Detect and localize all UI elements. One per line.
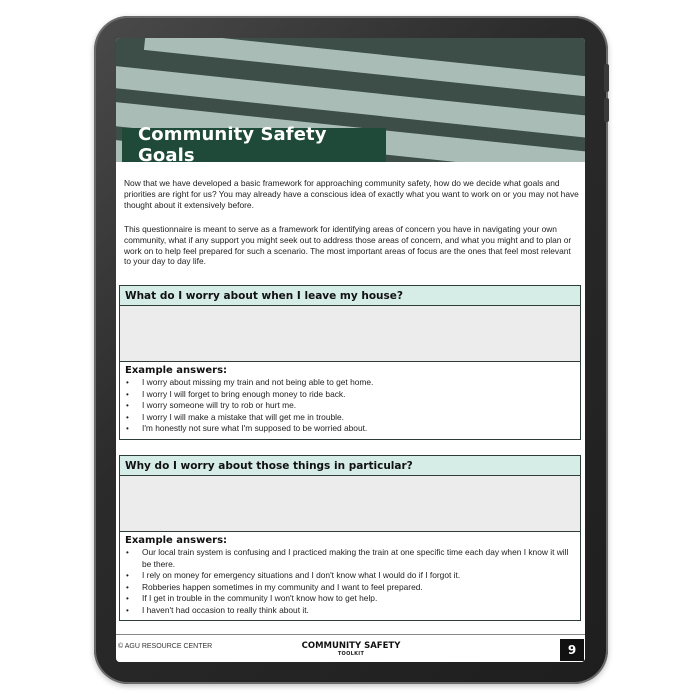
intro-paragraph: Now that we have developed a basic framework for approaching community safety, how do we decide what goals and priorities are right for us? You may already have a conscious idea of exactly what you want to work on or you may not have thought about it extensively before.: [124, 178, 579, 210]
answer-field[interactable]: [120, 476, 580, 532]
question-heading: What do I worry about when I leave my house?: [120, 286, 580, 306]
example-answers: [120, 532, 580, 620]
page-number: 9: [560, 639, 584, 661]
page-title-banner: [122, 124, 386, 166]
list-item: • If I get in trouble in the community I won't know how to get help.: [125, 593, 575, 605]
example-list: [125, 377, 575, 435]
question-box: [119, 455, 581, 621]
page-footer: [116, 634, 585, 662]
question-heading: Why do I worry about those things in particular?: [120, 456, 580, 476]
tablet-screen: [116, 38, 585, 662]
list-item: • I worry I will forget to bring enough money to ride back.: [125, 389, 575, 401]
list-item: • I haven't had occasion to really think about it.: [125, 605, 575, 617]
example-answers-title: Example answers:: [125, 535, 228, 546]
list-item: • I worry someone will try to rob or hurt me.: [125, 400, 575, 412]
list-item: • I rely on money for emergency situations and I don't know what I would do if I forgot it.: [125, 570, 575, 582]
toolkit-subtitle: TOOLKIT: [337, 651, 365, 657]
example-answers: [120, 362, 580, 439]
list-item: • Robberies happen sometimes in my community and I want to feel prepared.: [125, 582, 575, 594]
list-item: • Our local train system is confusing and I practiced making the train at one specific time each day when I know it will be there.: [125, 547, 575, 570]
intro-paragraph: This questionnaire is meant to serve as a framework for identifying areas of concern you have in navigating your own community, what if any support you might seek out to address those areas of concern, and what you might and to plan or work on to help feel prepared for such a scenario. The most important areas of focus are the ones that feel most relevant to your day to day life.: [124, 224, 572, 267]
question-box: [119, 285, 581, 440]
volume-down-button: [604, 98, 609, 122]
volume-up-button: [604, 64, 609, 92]
example-list: [125, 547, 575, 616]
copyright-text: © AGU RESOURCE CENTER: [118, 643, 213, 650]
list-item: • I worry about missing my train and not being able to get home.: [125, 377, 575, 389]
toolkit-title: COMMUNITY SAFETY: [301, 641, 401, 651]
list-item: • I worry I will make a mistake that will get me in trouble.: [125, 412, 575, 424]
answer-field[interactable]: [120, 306, 580, 362]
example-answers-title: Example answers:: [125, 365, 228, 376]
list-item: • I'm honestly not sure what I'm supposed to be worried about.: [125, 423, 575, 435]
page-title: Community Safety Goals: [138, 124, 327, 166]
